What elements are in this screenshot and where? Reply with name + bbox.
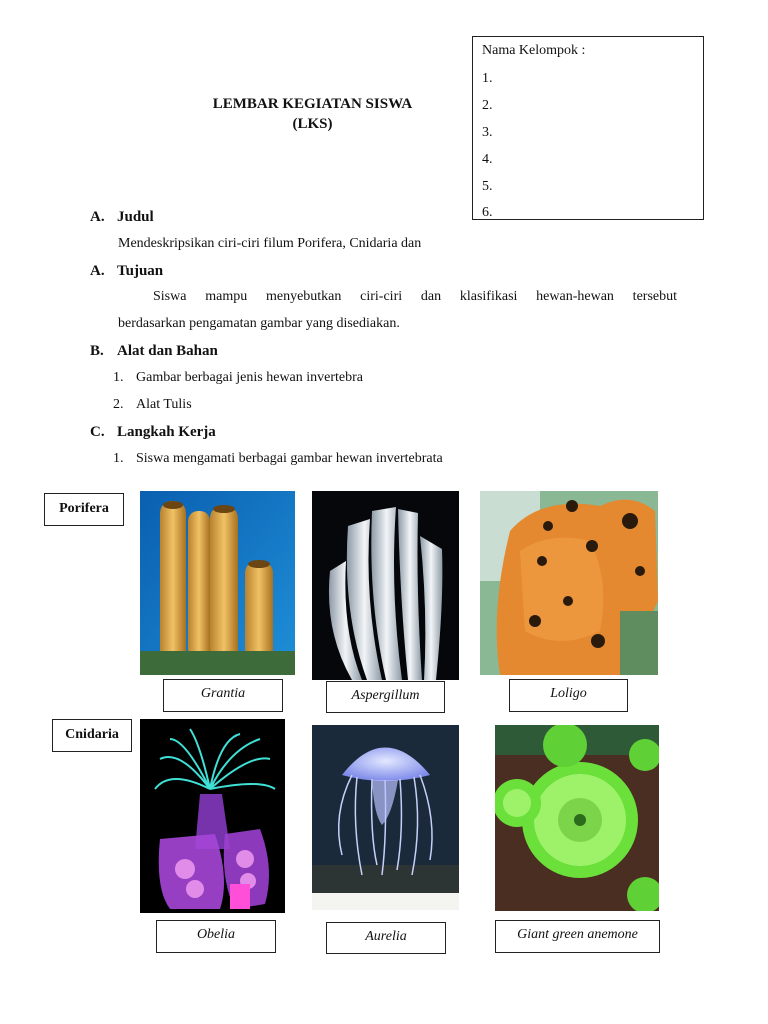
group-member-number: 1. (482, 71, 493, 86)
group-member-number: 6. (482, 205, 493, 220)
group-member-number: 5. (482, 179, 493, 194)
list-number: 1. (113, 451, 124, 466)
species-label-aspergillum: Aspergillum (326, 681, 445, 713)
aurelia-photo (312, 725, 459, 910)
section-heading-tujuan: A. Tujuan (90, 263, 164, 279)
list-number: 1. (113, 370, 124, 385)
grantia-photo (140, 491, 295, 675)
page-title: LEMBAR KEGIATAN SISWA (212, 96, 413, 112)
section-heading-langkah: C. Langkah Kerja (90, 424, 216, 440)
species-label-obelia: Obelia (156, 920, 276, 953)
category-label-porifera: Porifera (44, 493, 124, 526)
section-heading-alat: B. Alat dan Bahan (90, 343, 218, 359)
group-member-number: 2. (482, 98, 493, 113)
anemone-photo (495, 725, 659, 911)
section-heading-judul: A. Judul (90, 209, 154, 225)
aspergillum-photo (312, 491, 459, 680)
obelia-photo (140, 719, 285, 913)
species-label-grantia: Grantia (163, 679, 283, 712)
list-item: Siswa mengamati berbagai gambar hewan invertebrata (136, 451, 443, 466)
judul-text: Mendeskripsikan ciri-ciri filum Porifera, Cnidaria dan (118, 236, 422, 251)
group-member-number: 3. (482, 125, 493, 140)
list-item: Alat Tulis (136, 397, 192, 412)
list-number: 2. (113, 397, 124, 412)
species-label-anemone: Giant green anemone (495, 920, 660, 953)
tujuan-text-line1: Siswa mampu menyebutkan ciri-ciri dan klasifikasi hewan-hewan tersebut (153, 289, 677, 304)
species-label-aurelia: Aurelia (326, 922, 446, 954)
list-item: Gambar berbagai jenis hewan invertebra (136, 370, 364, 385)
group-title: Nama Kelompok : (482, 43, 586, 58)
category-label-cnidaria: Cnidaria (52, 719, 132, 752)
loligo-photo (480, 491, 658, 675)
species-label-loligo: Loligo (509, 679, 628, 712)
page-subtitle: (LKS) (292, 116, 333, 132)
group-members-box (472, 36, 704, 220)
group-member-number: 4. (482, 152, 493, 167)
tujuan-text-line2: berdasarkan pengamatan gambar yang disediakan. (118, 316, 400, 331)
